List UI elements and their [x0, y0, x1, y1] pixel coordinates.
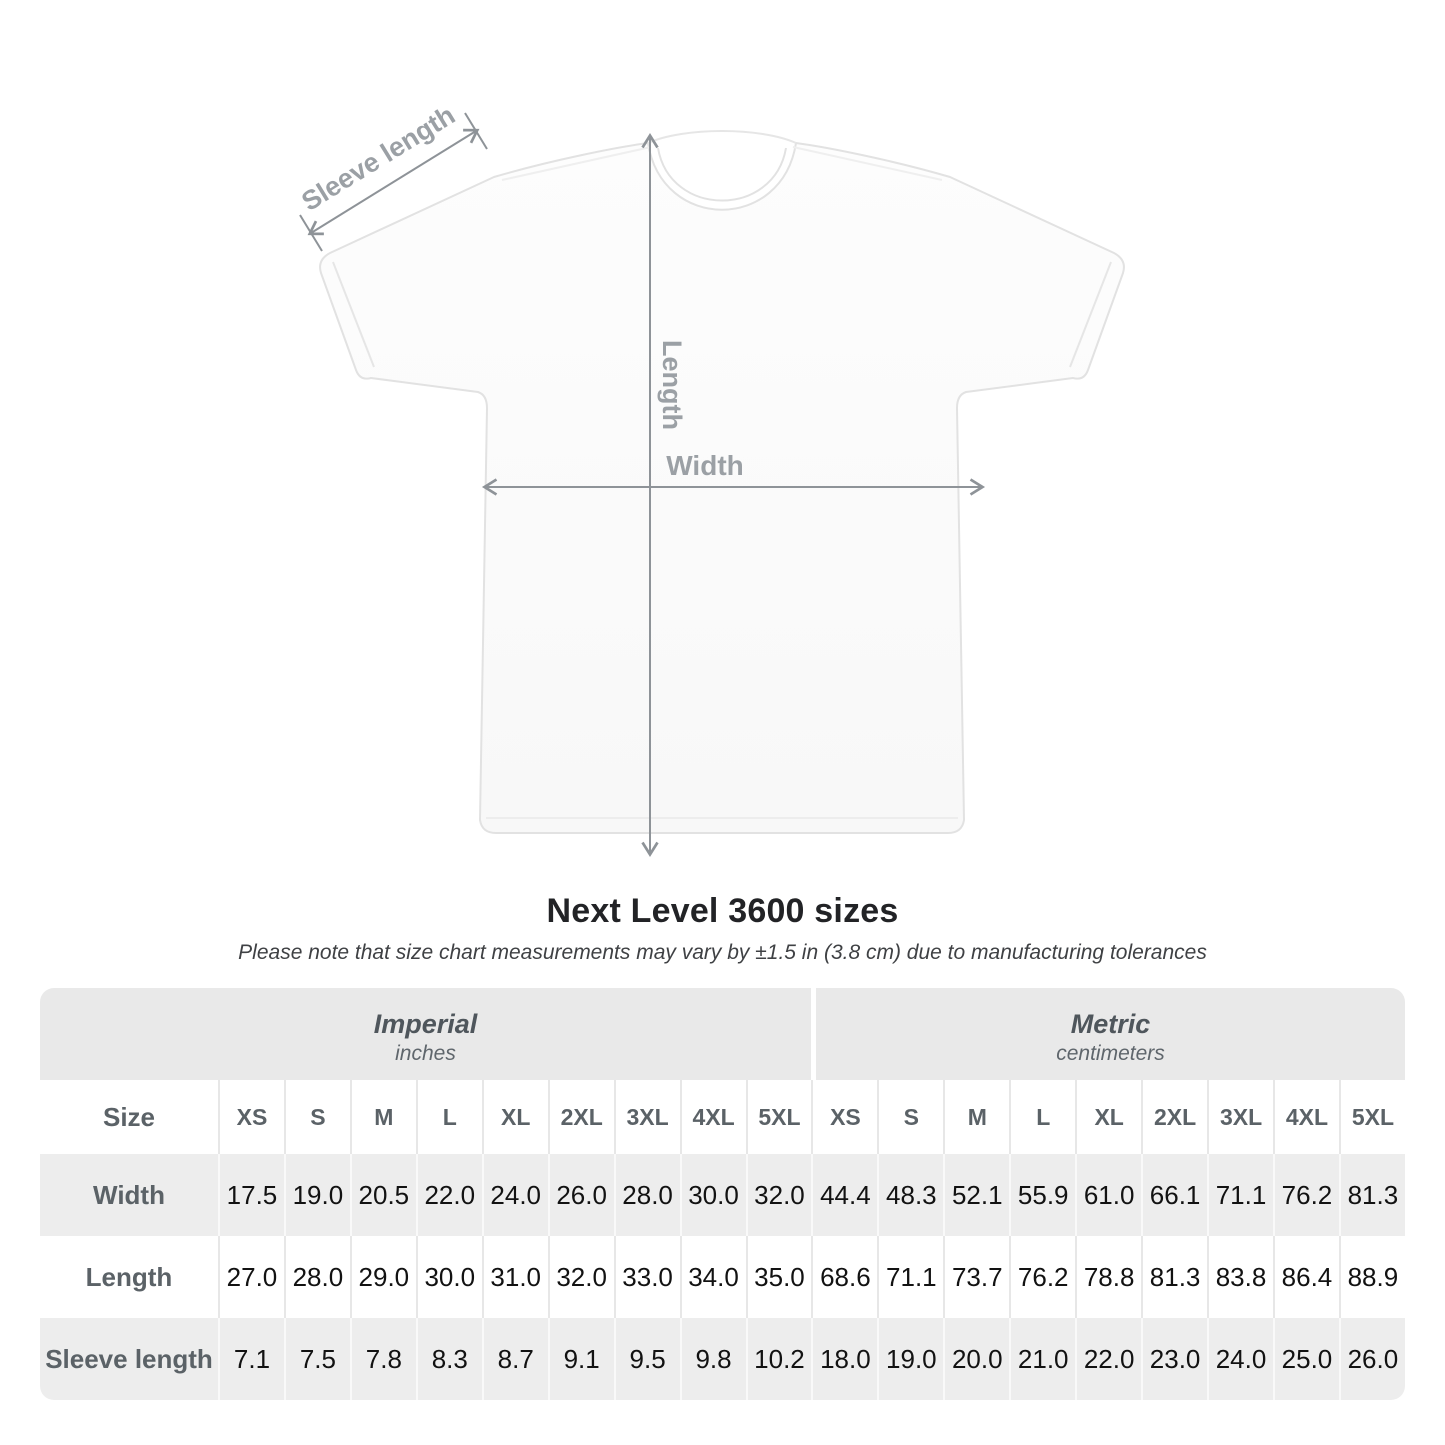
measurement-value: 34.0 — [680, 1236, 746, 1318]
size-row-label: Size — [40, 1080, 218, 1154]
measurement-value: 83.8 — [1207, 1236, 1273, 1318]
data-rows — [40, 1154, 1405, 1400]
size-column-header: M — [350, 1080, 416, 1154]
measurement-value: 71.1 — [1207, 1154, 1273, 1236]
size-column-header: XS — [811, 1080, 877, 1154]
page-title: Next Level 3600 sizes — [546, 892, 899, 930]
tshirt-graphic — [320, 131, 1124, 833]
measurement-value: 29.0 — [350, 1236, 416, 1318]
measurement-value: 30.0 — [680, 1154, 746, 1236]
measurement-value: 21.0 — [1009, 1318, 1075, 1400]
measurement-value: 23.0 — [1141, 1318, 1207, 1400]
size-column-header: M — [943, 1080, 1009, 1154]
measurement-value: 27.0 — [218, 1236, 284, 1318]
measurement-value: 28.0 — [614, 1154, 680, 1236]
measurement-value: 78.8 — [1075, 1236, 1141, 1318]
measurement-value: 55.9 — [1009, 1154, 1075, 1236]
measurement-value: 25.0 — [1273, 1318, 1339, 1400]
table-row — [40, 1154, 1405, 1236]
measurement-value: 19.0 — [877, 1318, 943, 1400]
measurement-value: 22.0 — [1075, 1318, 1141, 1400]
sleeve-length-endcap-start — [300, 215, 322, 251]
measurement-value: 32.0 — [746, 1154, 812, 1236]
measurement-value: 31.0 — [482, 1236, 548, 1318]
measurement-value: 26.0 — [548, 1154, 614, 1236]
row-label: Width — [40, 1154, 218, 1236]
measurement-value: 61.0 — [1075, 1154, 1141, 1236]
metric-unit: centimeters — [1056, 1042, 1165, 1065]
width-label: Width — [666, 450, 744, 481]
size-column-header: L — [1009, 1080, 1075, 1154]
size-row — [40, 1080, 1405, 1154]
measurement-value: 28.0 — [284, 1236, 350, 1318]
table-row — [40, 1318, 1405, 1400]
size-column-header: XL — [482, 1080, 548, 1154]
sleeve-length-endcap-end — [465, 113, 487, 149]
size-column-header: S — [284, 1080, 350, 1154]
measurement-value: 22.0 — [416, 1154, 482, 1236]
size-column-header: XL — [1075, 1080, 1141, 1154]
measurement-value: 17.5 — [218, 1154, 284, 1236]
size-column-header: 5XL — [1339, 1080, 1405, 1154]
measurement-value: 19.0 — [284, 1154, 350, 1236]
row-label: Sleeve length — [40, 1318, 218, 1400]
measurement-value: 24.0 — [482, 1154, 548, 1236]
measurement-value: 76.2 — [1273, 1154, 1339, 1236]
measurement-value: 71.1 — [877, 1236, 943, 1318]
metric-header — [816, 988, 1405, 1080]
measurement-value: 73.7 — [943, 1236, 1009, 1318]
measurement-value: 68.6 — [811, 1236, 877, 1318]
size-column-header: L — [416, 1080, 482, 1154]
measurement-value: 44.4 — [811, 1154, 877, 1236]
size-column-header: 4XL — [1273, 1080, 1339, 1154]
measurement-value: 88.9 — [1339, 1236, 1405, 1318]
size-column-header: 4XL — [680, 1080, 746, 1154]
table-row — [40, 1236, 1405, 1318]
measurement-value: 81.3 — [1339, 1154, 1405, 1236]
row-label: Length — [40, 1236, 218, 1318]
size-column-header: XS — [218, 1080, 284, 1154]
collar-back-edge — [648, 131, 796, 143]
measurement-value: 33.0 — [614, 1236, 680, 1318]
measurement-value: 9.5 — [614, 1318, 680, 1400]
measurement-value: 81.3 — [1141, 1236, 1207, 1318]
measurement-value: 52.1 — [943, 1154, 1009, 1236]
size-column-header: 3XL — [1207, 1080, 1273, 1154]
size-chart-table — [40, 988, 1405, 1400]
measurement-value: 66.1 — [1141, 1154, 1207, 1236]
measurement-value: 9.8 — [680, 1318, 746, 1400]
measurement-value: 30.0 — [416, 1236, 482, 1318]
imperial-header — [40, 988, 811, 1080]
measurement-value: 9.1 — [548, 1318, 614, 1400]
measurement-value: 86.4 — [1273, 1236, 1339, 1318]
measurement-value: 48.3 — [877, 1154, 943, 1236]
measurement-value: 7.8 — [350, 1318, 416, 1400]
size-column-header: S — [877, 1080, 943, 1154]
unit-header-band — [40, 988, 1405, 1080]
measurement-value: 8.3 — [416, 1318, 482, 1400]
measurement-value: 26.0 — [1339, 1318, 1405, 1400]
measurement-value: 24.0 — [1207, 1318, 1273, 1400]
collar-inner-edge — [658, 148, 786, 201]
length-label: Length — [657, 340, 687, 430]
size-column-header: 2XL — [548, 1080, 614, 1154]
measurement-value: 10.2 — [746, 1318, 812, 1400]
imperial-unit: inches — [395, 1042, 456, 1065]
imperial-title: Imperial — [373, 1009, 478, 1039]
measurement-value: 20.0 — [943, 1318, 1009, 1400]
size-column-header: 2XL — [1141, 1080, 1207, 1154]
sleeve-length-label: Sleeve length — [296, 99, 461, 217]
size-column-header: 3XL — [614, 1080, 680, 1154]
measurement-value: 35.0 — [746, 1236, 812, 1318]
tolerance-note: Please note that size chart measurements may vary by ±1.5 in (3.8 cm) due to manufacturing tolerances — [238, 941, 1207, 964]
measurement-value: 7.1 — [218, 1318, 284, 1400]
metric-title: Metric — [1070, 1009, 1151, 1039]
measurement-value: 7.5 — [284, 1318, 350, 1400]
measurement-value: 76.2 — [1009, 1236, 1075, 1318]
measurement-value: 18.0 — [811, 1318, 877, 1400]
measurement-value: 20.5 — [350, 1154, 416, 1236]
size-column-header: 5XL — [746, 1080, 812, 1154]
measurement-value: 8.7 — [482, 1318, 548, 1400]
measurement-value: 32.0 — [548, 1236, 614, 1318]
